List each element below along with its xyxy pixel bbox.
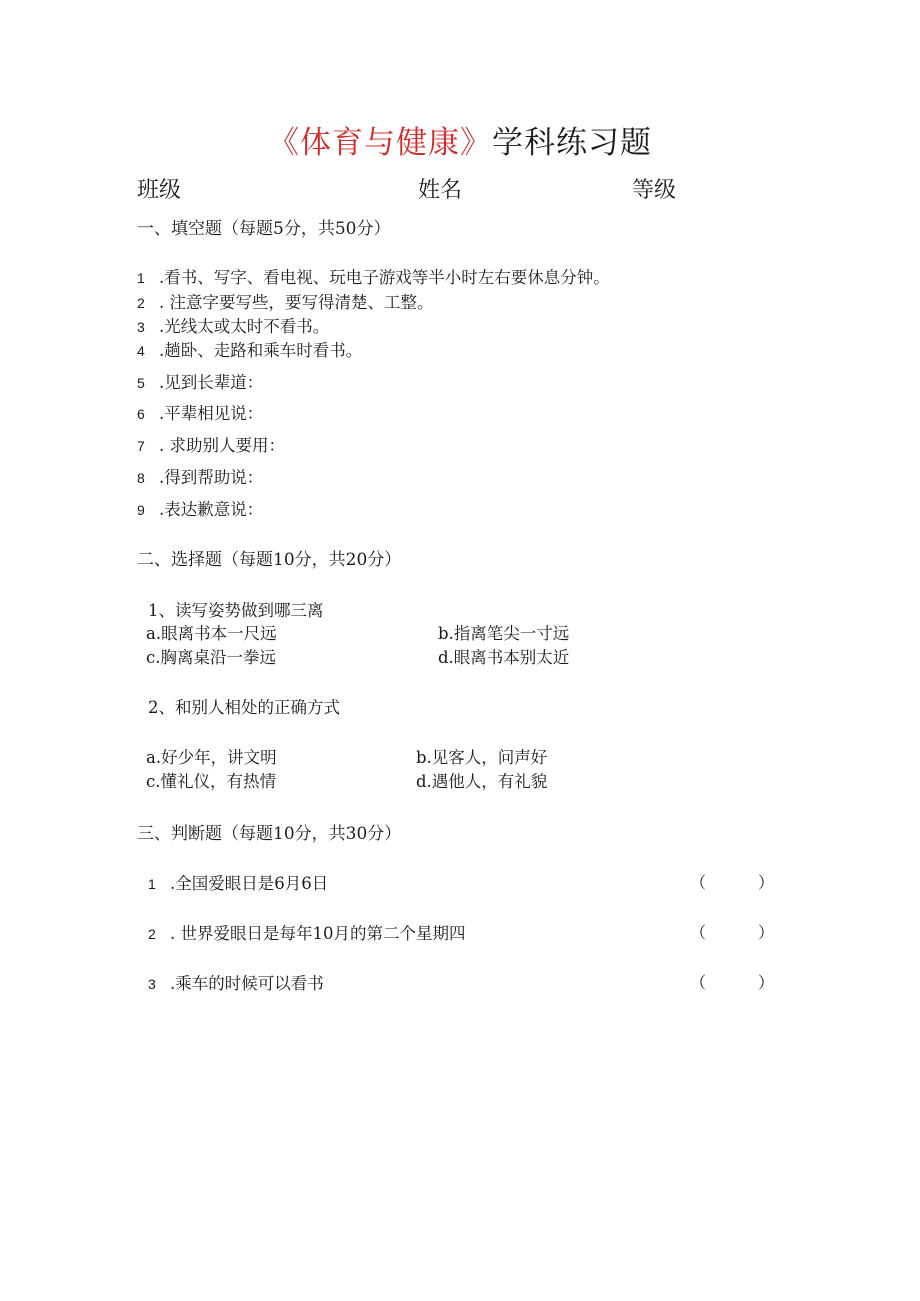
question-number: 1 xyxy=(148,876,156,892)
question-text: .表达歉意说： xyxy=(159,500,264,519)
open-paren: （ xyxy=(690,873,707,892)
grade-label: 等级 xyxy=(632,178,677,203)
question-text: .得到帮助说： xyxy=(159,468,264,487)
question-text: .见到长辈道： xyxy=(159,373,264,392)
fill-question-9 xyxy=(137,496,263,520)
question-text: .看书、写字、看电视、玩电子游戏等半小时左右要休息分钟。 xyxy=(159,268,610,287)
question-number: 9 xyxy=(137,502,145,518)
question-text: . 注意字要写些，要写得清楚、工整。 xyxy=(159,293,434,312)
choice-q2-option-d: d.遇他人，有礼貌 xyxy=(416,772,548,791)
fill-question-4 xyxy=(137,337,362,361)
close-paren: ） xyxy=(758,873,775,892)
judge-question-1 xyxy=(148,870,328,894)
question-text: .趟卧、走路和乘车时看书。 xyxy=(159,341,363,360)
question-number: 1 xyxy=(137,270,145,286)
title-black-part: 学科练习题 xyxy=(492,125,652,161)
question-number: 4 xyxy=(137,343,145,359)
judge-question-3 xyxy=(148,970,324,994)
choice-q2-option-a: a.好少年，讲文明 xyxy=(146,748,277,767)
fill-question-7 xyxy=(137,432,285,456)
name-label: 姓名 xyxy=(418,178,463,203)
answer-bracket-3[interactable] xyxy=(690,970,774,993)
fill-question-1 xyxy=(137,264,610,288)
question-number: 2 xyxy=(148,926,156,942)
fill-question-6 xyxy=(137,400,263,424)
choice-q2-option-c: c.懂礼仪，有热情 xyxy=(146,772,276,791)
close-paren: ） xyxy=(758,923,775,942)
class-label: 班级 xyxy=(137,178,182,203)
choice-q1-option-a: a.眼离书本一尺远 xyxy=(146,624,277,643)
choice-q1-option-b: b.指离笔尖一寸远 xyxy=(438,624,570,643)
section1-heading: 一、填空题（每题5分，共50分） xyxy=(137,219,391,239)
question-text: .乘车的时候可以看书 xyxy=(170,974,324,993)
choice-question-1-stem: 1、读写姿势做到哪三离 xyxy=(148,601,324,620)
fill-question-5 xyxy=(137,369,263,393)
section3-heading: 三、判断题（每题10分，共30分） xyxy=(137,824,402,844)
question-number: 8 xyxy=(137,470,145,486)
question-number: 3 xyxy=(137,319,145,335)
question-number: 2 xyxy=(137,295,145,311)
section2-heading: 二、选择题（每题10分，共20分） xyxy=(137,550,402,570)
question-number: 5 xyxy=(137,375,145,391)
answer-bracket-1[interactable] xyxy=(690,870,774,893)
choice-q2-option-b: b.见客人，问声好 xyxy=(416,748,548,767)
choice-q1-option-d: d.眼离书本别太近 xyxy=(438,648,570,667)
open-paren: （ xyxy=(690,923,707,942)
question-text: . 世界爱眼日是每年10月的第二个星期四 xyxy=(170,924,466,943)
question-text: . 求助别人要用： xyxy=(159,436,285,455)
question-text: .光线太或太时不看书。 xyxy=(159,317,330,336)
question-text: .全国爱眼日是6月6日 xyxy=(170,874,329,893)
question-text: .平辈相见说： xyxy=(159,404,264,423)
close-paren: ） xyxy=(758,973,775,992)
answer-bracket-2[interactable] xyxy=(690,920,774,943)
question-number: 7 xyxy=(137,438,145,454)
title-red-part: 《体育与健康》 xyxy=(268,125,492,161)
fill-question-8 xyxy=(137,464,263,488)
fill-question-3 xyxy=(137,313,329,337)
page-title xyxy=(0,117,920,162)
open-paren: （ xyxy=(690,973,707,992)
choice-q1-option-c: c.胸离桌沿一拳远 xyxy=(146,648,276,667)
choice-question-2-stem: 2、和别人相处的正确方式 xyxy=(148,698,340,717)
fill-question-2 xyxy=(137,289,434,313)
question-number: 6 xyxy=(137,406,145,422)
question-number: 3 xyxy=(148,976,156,992)
judge-question-2 xyxy=(148,920,466,944)
